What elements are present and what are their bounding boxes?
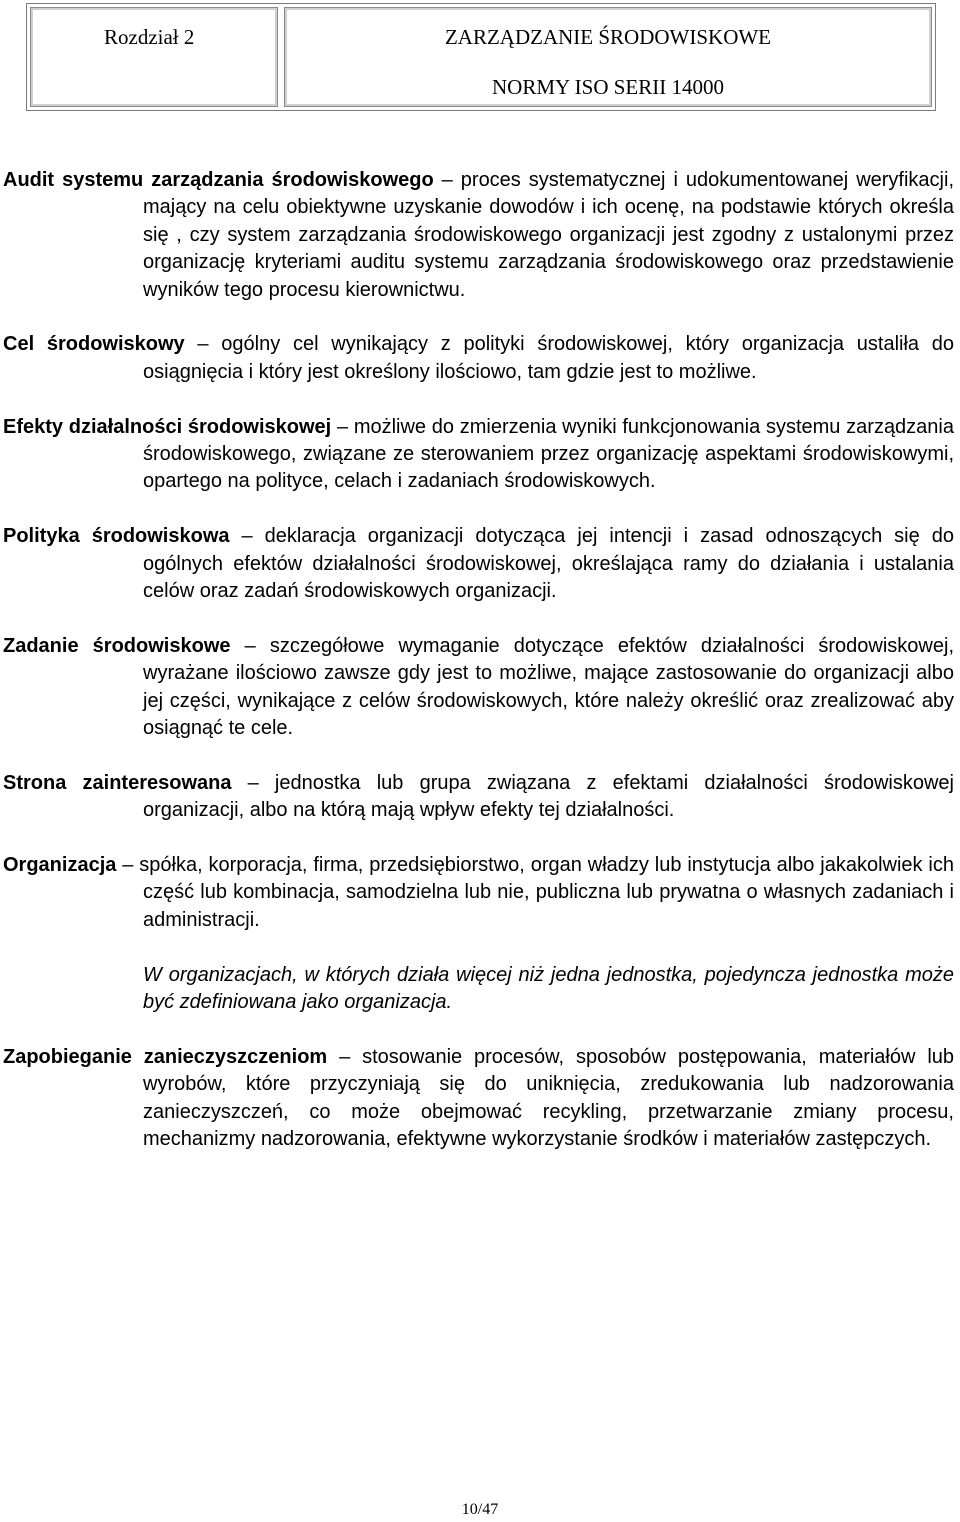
definition-text: – stosowanie procesów, sposobów postępowania, materiałów lub wyrobów, które przyczyniają się do uniknięcia, zredukowania lub nadzorowania zanieczyszczeń, co może obejmować recykling, przetwarzanie zmiany procesu, mechanizmy nadzorowania, efektywne wykorzystanie środków i materiałów zastępczych. bbox=[143, 1045, 955, 1151]
definition-efekty-dzialalnosci bbox=[3, 414, 954, 496]
chapter-label: Rozdział 2 bbox=[104, 25, 195, 49]
definition-text: – szczegółowe wymaganie dotyczące efektów działalności środowiskowej, wyrażane ilościowo zawsze gdy jest to możliwe, mające zastosowanie do organizacji albo jej części, wynikające z celów środowiskowych, które należy określić oraz zrealizować aby osiągnąć te cele. bbox=[143, 634, 954, 740]
chapter-cell bbox=[30, 7, 278, 107]
definition-term: Organizacja bbox=[3, 854, 117, 877]
definition-organizacja bbox=[3, 852, 954, 934]
definition-text: – spółka, korporacja, firma, przedsiębiorstwo, organ władzy lub instytucja albo jakakolwiek ich część lub kombinacja, samodzielna lub nie, publiczna lub prywatna o własnych zadaniach i administracji. bbox=[116, 854, 954, 931]
chapter-header bbox=[26, 3, 936, 111]
definition-strona-zainteresowana bbox=[3, 770, 954, 825]
definition-text: – proces systematycznej i udokumentowanej weryfikacji, mający na celu obiektywne uzyskanie dowodów i ich ocenę, na podstawie których określa się , czy system zarządzania środowiskowego organizacji jest zgodny z ustalonymi przez organizację kryteriami auditu systemu zarządzania środowiskowego oraz przedstawienie wyników tego procesu kierownictwu. bbox=[143, 169, 954, 301]
definition-term: Zadanie środowiskowe bbox=[3, 634, 231, 657]
definition-audit bbox=[3, 167, 954, 304]
definition-text: – możliwe do zmierzenia wyniki funkcjonowania systemu zarządzania środowiskowego, związane ze sterowaniem przez organizację aspektami środowiskowymi, opartego na polityce, celach i zadaniach środowiskowych. bbox=[143, 415, 954, 493]
definition-text: – deklaracja organizacji dotycząca jej intencji i zasad odnoszących się do ogólnych efektów działalności środowiskowej, określająca ramy do działania i ustalania celów oraz zadań środowiskowych organizacji. bbox=[143, 525, 954, 603]
definition-zadanie-srodowiskowe bbox=[3, 633, 954, 743]
definition-term: Efekty działalności środowiskowej bbox=[3, 415, 332, 438]
definition-polityka-srodowiskowa bbox=[3, 523, 954, 605]
chapter-title: ZARZĄDZANIE ŚRODOWISKOWE bbox=[444, 25, 772, 49]
definition-term: Cel środowiskowy bbox=[3, 333, 185, 356]
definition-text: – ogólny cel wynikający z polityki środowiskowej, który organizacja ustaliła do osiągnięcia i który jest określony ilościowo, tam gdzie jest to możliwe. bbox=[143, 333, 955, 383]
definition-term: Zapobieganie zanieczyszczeniom bbox=[3, 1045, 328, 1068]
definition-text: – jednostka lub grupa związana z efektami działalności środowiskowej organizacji, albo na którą mają wpływ efekty tej działalności. bbox=[143, 771, 955, 822]
definition-term: Polityka środowiskowa bbox=[3, 525, 230, 548]
definitions-body bbox=[3, 167, 954, 1181]
definition-zapobieganie-zanieczyszczeniom bbox=[3, 1044, 954, 1154]
organization-note: W organizacjach, w których działa więcej niż jedna jednostka, pojedyncza jednostka może być zdefiniowana jako organizacja. bbox=[143, 963, 954, 1014]
definition-cel-srodowiskowy bbox=[3, 331, 954, 386]
definition-term: Audit systemu zarządzania środowiskowego bbox=[3, 169, 434, 191]
title-cell bbox=[284, 7, 932, 107]
page-number: 10/47 bbox=[461, 1501, 499, 1518]
chapter-subtitle: NORMY ISO SERII 14000 bbox=[492, 75, 724, 99]
definition-term: Strona zainteresowana bbox=[3, 771, 232, 794]
